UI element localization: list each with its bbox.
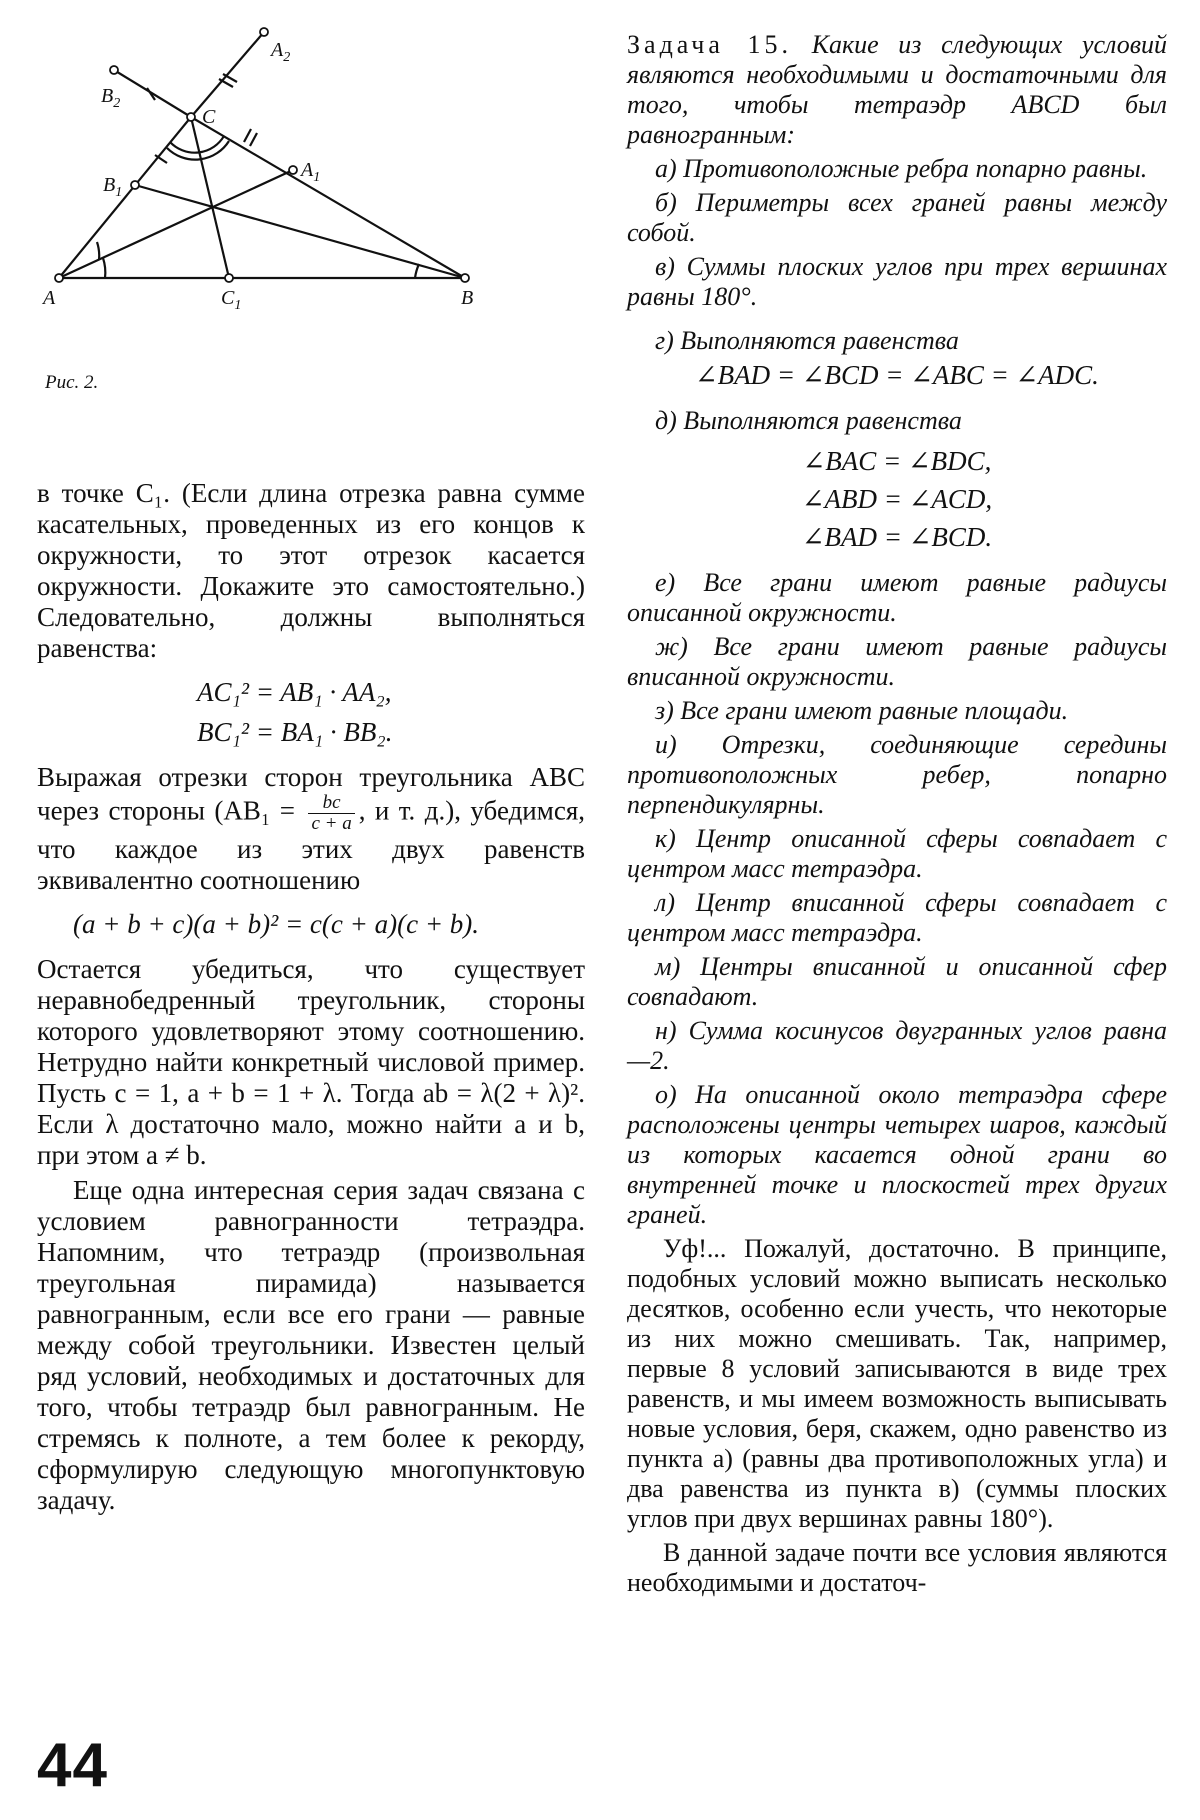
- equations-block-2: [37, 904, 585, 944]
- paragraph-2-start: Выражая отрезки сторон треугольника ABC через стороны (AB₁ =: [37, 762, 585, 826]
- cevian-cc1: [191, 117, 229, 278]
- point-b: [461, 274, 469, 282]
- condition-v: в) Суммы плоских углов при трех вершинах равны 180°.: [627, 252, 1167, 311]
- right-column: [627, 30, 1167, 1598]
- condition-g-equation: ∠BAD = ∠BCD = ∠ABC = ∠ADC.: [695, 360, 1099, 390]
- label-b1: $B_1$: [103, 174, 123, 200]
- label-b: B: [461, 287, 474, 309]
- extension-cb2: [114, 70, 191, 117]
- side-ac: [59, 117, 191, 278]
- condition-n: н) Сумма косинусов двугранных углов равна —2.: [627, 1016, 1167, 1075]
- task-label: Задача 15.: [627, 30, 793, 59]
- condition-g: г) Выполняются равенства: [655, 326, 959, 355]
- angle-a-arc-2: [103, 258, 105, 278]
- condition-z: з) Все грани имеют равные площади.: [655, 696, 1069, 725]
- point-b2: [110, 66, 118, 74]
- label-c1: $C_1$: [221, 287, 242, 313]
- angle-a-arc-1: [97, 242, 99, 260]
- task-text: Какие из следующих условий являются необходимыми и достаточными для того, чтобы тетраэдр ABCD был равногранным:: [627, 30, 1167, 149]
- left-paragraph-2: [37, 762, 585, 896]
- label-a: A: [43, 287, 56, 309]
- fraction-numerator: bc: [308, 793, 354, 814]
- left-paragraph-4: Еще одна интересная серия задач связана с условием равногранности тетраэдра. Напомним, что тетраэдр (произвольная треугольная пирамида) называется равногранным, если все его грани — равные между собой треугольники. Известен целый ряд условий, необходимых и достаточных для того, чтобы тетраэдр был равногранным. Не стремясь к полноте, а тем более к рекорду, сформулирую следующую многопунктовую задачу.: [37, 1175, 585, 1515]
- left-column: [37, 478, 585, 1516]
- task-15-statement: [627, 30, 1167, 150]
- label-b2: $B_2$: [101, 85, 121, 111]
- condition-zh: ж) Все грани имеют равные радиусы вписанной окружности.: [627, 632, 1167, 691]
- equation-bc1: BC₁² = BA₁ · BB₂.: [197, 717, 393, 747]
- cevian-aa1: [59, 170, 293, 278]
- point-a1: [289, 166, 297, 174]
- tick-ca1-1: [244, 129, 251, 142]
- paragraph-2-end: , и т. д.), убедимся, что каждое из этих двух равенств эквивалентно соотношению: [37, 795, 585, 895]
- condition-b: б) Периметры всех граней равны между собой.: [627, 188, 1167, 247]
- condition-k: к) Центр описанной сферы совпадает с центром масс тетраэдра.: [627, 824, 1167, 883]
- point-a: [55, 274, 63, 282]
- label-a1: $A_1$: [301, 159, 321, 185]
- condition-d: д) Выполняются равенства: [655, 406, 962, 435]
- left-paragraph-1: в точке C₁. (Если длина отрезка равна сумме касательных, проведенных из его концов к окружности, то этот отрезок касается окружности. Докажите это самостоятельно.) Следовательно, должны выполняться равенства:: [37, 478, 585, 663]
- right-paragraph-last: В данной задаче почти все условия являются необходимыми и достаточ-: [627, 1538, 1167, 1597]
- point-a2: [260, 28, 268, 36]
- right-paragraph-uf: Уф!... Пожалуй, достаточно. В принципе, подобных условий можно выписать несколько десятков, особенно если учесть, что некоторые из них можно смешивать. Так, например, первые 8 условий записываются в виде трех равенств, и мы имеем возможность выписывать новые условия, беря, скажем, одно равенство из пункта а) (равны два противоположных угла) и два равенства из пункта в) (суммы плоских углов при двух вершинах равны 180°).: [627, 1234, 1167, 1533]
- condition-d-equation-2: ∠ABD = ∠ACD,: [801, 484, 993, 514]
- fraction-bc-over-c-plus-a: [308, 793, 354, 834]
- extension-ca2: [191, 32, 264, 117]
- condition-i: и) Отрезки, соединяющие середины противоположных ребер, попарно перпендикулярны.: [627, 730, 1167, 819]
- angle-b-arc: [415, 264, 419, 278]
- point-c: [187, 113, 195, 121]
- equation-ac1: AC₁² = AB₁ · AA₂,: [197, 677, 392, 707]
- label-c: C: [202, 106, 216, 128]
- condition-e: е) Все грани имеют равные радиусы описанной окружности.: [627, 568, 1167, 627]
- condition-a: а) Противоположные ребра попарно равны.: [655, 154, 1148, 183]
- condition-l: л) Центр вписанной сферы совпадает с центром масс тетраэдра.: [627, 888, 1167, 947]
- page-number: 44: [37, 1731, 108, 1800]
- point-c1: [225, 274, 233, 282]
- triangle-diagram: [37, 20, 557, 380]
- cevian-bb1: [135, 185, 465, 278]
- tick-ca1-2: [250, 133, 257, 146]
- condition-m: м) Центры вписанной и описанной сфер совпадают.: [627, 952, 1167, 1011]
- condition-o: о) На описанной около тетраэдра сфере расположены центры четырех шаров, каждый из которых касается одной грани во внутренней точке и плоскостей трех других граней.: [627, 1080, 1167, 1229]
- condition-d-equation-3: ∠BAD = ∠BCD.: [801, 522, 993, 552]
- figure-caption: Рис. 2.: [45, 372, 99, 393]
- condition-d-equation-1: ∠BAC = ∠BDC,: [802, 446, 992, 476]
- label-a2: $A_2$: [271, 39, 291, 65]
- equation-relation: (a + b + c)(a + b)² = c(c + a)(c + b).: [73, 909, 480, 939]
- fraction-denominator: c + a: [311, 813, 352, 834]
- left-paragraph-3: Остается убедиться, что существует неравнобедренный треугольник, стороны которого удовлетворяют этому соотношению. Нетрудно найти конкретный числовой пример. Пусть c = 1, a + b = 1 + λ. Тогда ab = λ(2 + λ)². Если λ достаточно мало, можно найти a и b, при этом a ≠ b.: [37, 954, 585, 1170]
- triangle-figure: [37, 20, 557, 393]
- equations-block-1: [37, 672, 585, 752]
- point-b1: [131, 181, 139, 189]
